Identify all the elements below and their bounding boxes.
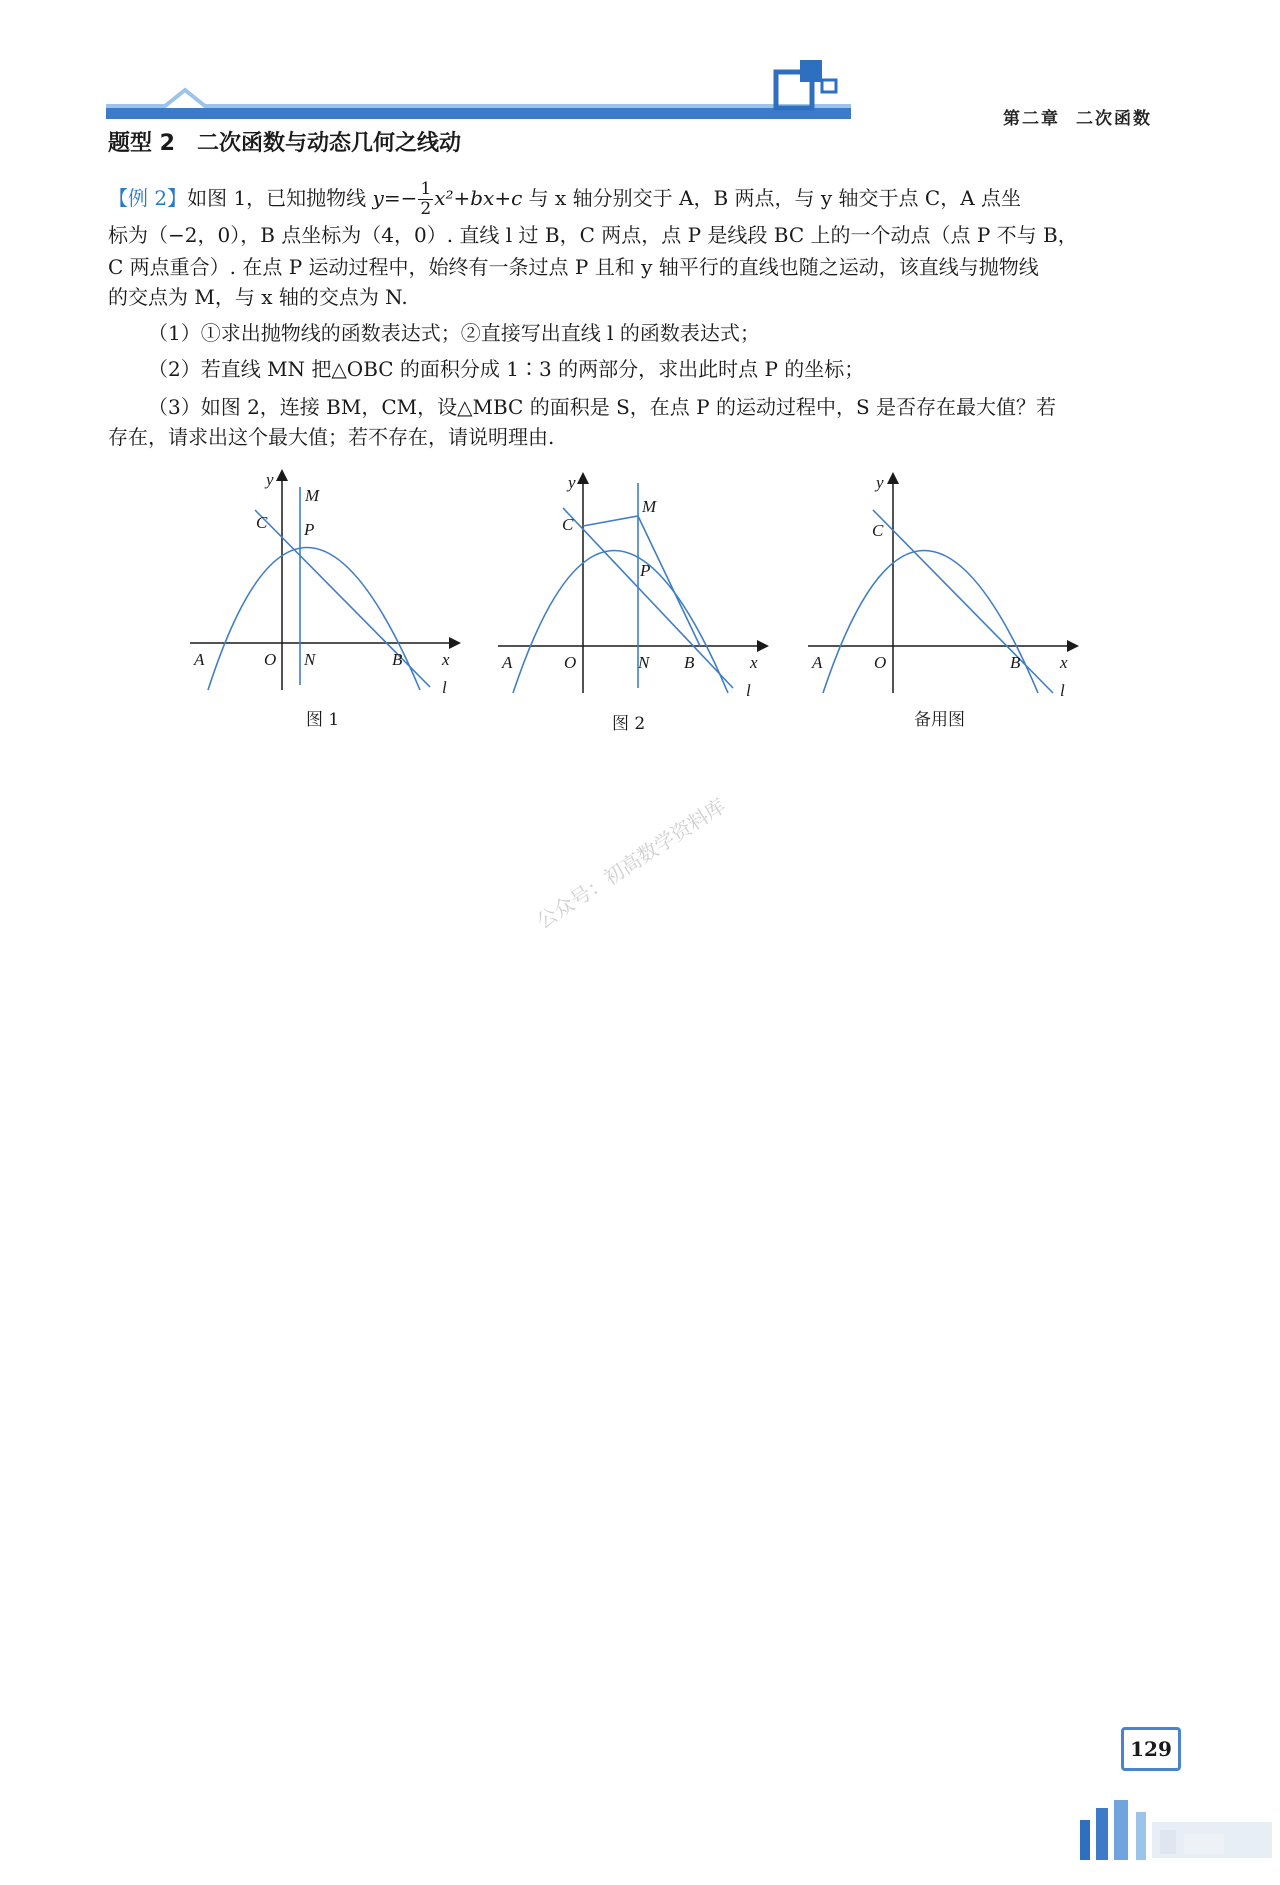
question-3a: （3）如图 2，连接 BM，CM，设△MBC 的面积是 S，在点 P 的运动过程中，S 是否存在最大值？若 <box>148 395 1056 419</box>
watermark: 公众号：初高数学资料库 <box>532 793 730 934</box>
fig1-label-l: l <box>442 678 447 697</box>
figb-label-y: y <box>876 473 884 492</box>
figb-label-l: l <box>1060 681 1065 700</box>
figb-label-c: C <box>872 521 884 540</box>
fig1-label-b: B <box>392 650 403 669</box>
fig2-label-a: A <box>502 653 513 672</box>
fig1-label-a: A <box>194 650 205 669</box>
fig2-label-p: P <box>640 561 651 580</box>
fig1-label-o: O <box>264 650 277 669</box>
fig2-label-m: M <box>642 497 657 516</box>
fig1-label-n: N <box>304 650 316 669</box>
example-line-3: C 两点重合）. 在点 P 运动过程中，始终有一条过点 P 且和 y 轴平行的直线也随之运动，该直线与抛物线 <box>108 255 1039 279</box>
section-name: 二次函数与动态几何之线动 <box>196 131 461 156</box>
chapter-title: 二次函数 <box>1076 109 1152 129</box>
fig1-label-y: y <box>266 470 274 489</box>
fig2-label-b: B <box>684 653 695 672</box>
example-text-1b: 与 x 轴分别交于 A，B 两点，与 y 轴交于点 C，A 点坐 <box>528 186 1021 210</box>
fig1-label-p: P <box>304 520 315 539</box>
fig2-label-o: O <box>564 653 577 672</box>
figure-1-caption: 图 1 <box>306 710 340 730</box>
fig1-label-m: M <box>305 486 320 505</box>
example-line-4: 的交点为 M，与 x 轴的交点为 N. <box>108 285 408 309</box>
question-3b: 存在，请求出这个最大值；若不存在，请说明理由. <box>108 425 555 449</box>
fraction-denominator: 2 <box>420 199 432 219</box>
figure-backup-caption: 备用图 <box>914 710 965 730</box>
example-text-1a: 如图 1，已知抛物线 <box>187 186 367 210</box>
equation-y: y <box>372 186 384 210</box>
fig2-label-l: l <box>746 681 751 700</box>
chapter-number: 第二章 <box>1003 109 1060 129</box>
equation-rest: x²+bx+c <box>434 186 523 210</box>
section-label: 题型 2 <box>108 131 175 156</box>
question-2: （2）若直线 MN 把△OBC 的面积分成 1∶3 的两部分，求出此时点 P 的坐标； <box>148 357 865 381</box>
figb-label-b: B <box>1010 653 1021 672</box>
fig2-label-c: C <box>562 515 574 534</box>
figb-label-x: x <box>1060 653 1068 672</box>
figb-label-o: O <box>874 653 887 672</box>
fig1-label-x: x <box>442 650 450 669</box>
fraction-numerator: 1 <box>420 179 432 199</box>
fig2-label-y: y <box>568 473 576 492</box>
example-line-2: 标为（−2，0），B 点坐标为（4，0）. 直线 l 过 B，C 两点，点 P 是线段 BC 上的一个动点（点 P 不与 B， <box>108 223 1078 247</box>
fig1-label-c: C <box>256 513 268 532</box>
fig2-label-n: N <box>638 653 650 672</box>
page-number: 129 <box>1121 1727 1181 1771</box>
figb-label-a: A <box>812 653 823 672</box>
fig2-label-x: x <box>750 653 758 672</box>
example-label: 【例 2】 <box>108 186 188 210</box>
figure-2-caption: 图 2 <box>612 714 646 734</box>
question-1: （1）①求出抛物线的函数表达式；②直接写出直线 l 的函数表达式； <box>148 321 760 345</box>
equation-eq: =− <box>383 186 418 210</box>
